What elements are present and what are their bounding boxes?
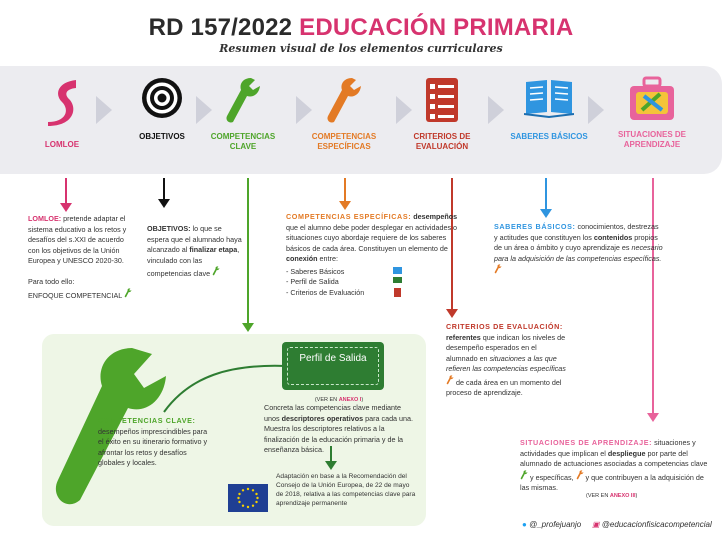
objetivos-description: OBJETIVOS: lo que se espera que el alumnado haya alcanzado al finalizar etapa, vinculado con las competencias clave: [147, 224, 242, 278]
orange-wrench-icon: [324, 76, 364, 126]
target-icon: [140, 76, 184, 120]
arrow-down-icon: [163, 178, 165, 200]
step-label: COMPETENCIAS CLAVE: [210, 132, 276, 151]
checklist-icon: [394, 288, 401, 297]
perfil-de-salida-ticket: [282, 342, 384, 390]
page-title: RD 157/2022 EDUCACIÓN PRIMARIA: [148, 14, 574, 41]
list-item: - Perfil de Salida: [286, 277, 460, 288]
list-item: - Saberes Básicos: [286, 267, 460, 278]
twitter-icon: ●: [522, 520, 527, 529]
chevron-icon: [488, 96, 504, 124]
book-icon: [393, 267, 402, 274]
arrow-down-icon: [65, 178, 67, 204]
orange-wrench-icon: [494, 264, 502, 274]
green-wrench-icon: [212, 266, 220, 276]
checklist-icon: [424, 76, 460, 124]
step-objetivos: [118, 76, 206, 142]
step-label: LOMLOE: [44, 140, 80, 149]
step-competencias-especificas: [300, 76, 388, 152]
especificas-description: COMPETENCIAS ESPECÍFICAS: desempeños que el alumno debe poder desplegar en actividades o situaciones cuyo abordaje requiere de los saberes básicos de cada área. Constituyen un elemento de conexión entre: - Saberes Básicos - Perfil de Salida - Criterios de Evaluación: [286, 212, 460, 298]
step-label: COMPETENCIAS ESPECÍFICAS: [311, 132, 377, 151]
step-competencias-clave: [200, 76, 286, 152]
ticket-icon: [393, 277, 402, 283]
step-label: OBJETIVOS: [139, 132, 185, 141]
lomloe-description: LOMLOE: pretende adaptar el sistema educativo a los retos y desafíos del s.XXI de acuerdo con los objetivos de la Unión Europea y UNESCO 2020-30. Para todo ello: ENFOQUE COMPETENCIAL: [28, 214, 136, 301]
anexo-iii-link[interactable]: (VER EN ANEXO III): [586, 493, 638, 499]
step-lomloe: [18, 76, 106, 150]
arrow-down-icon: [652, 178, 654, 414]
arrow-down-icon: [247, 178, 249, 324]
twitter-handle[interactable]: ● @_profejuanjo: [522, 520, 582, 529]
step-situaciones-aprendizaje: [608, 76, 696, 150]
lomloe-logo-icon: [40, 76, 84, 126]
perfil-description: Concreta las competencias clave mediante unos descriptores operativos para cada una. Muestra los descriptores relativos a la finalización de la educación primaria y de la enseñanza básica.: [264, 403, 414, 454]
arrow-down-icon: [545, 178, 547, 210]
page-subtitle: Resumen visual de los elementos curriculares: [219, 42, 503, 55]
arrow-down-icon: [330, 446, 332, 462]
open-book-icon: [524, 76, 574, 118]
green-wrench-icon: [223, 76, 263, 126]
eu-recommendation-text: Adaptación en base a la Recomendación del Consejo de la Unión Europea, de 22 de mayo de 2018, relativa a las competencias clave para aprendizaje permanente: [276, 473, 416, 507]
step-label: CRITERIOS DE EVALUACIÓN: [413, 132, 471, 151]
instagram-handle[interactable]: ▣ @educacionfisicacompetencial: [592, 520, 712, 529]
orange-wrench-icon: [576, 470, 584, 480]
step-label: SITUACIONES DE APRENDIZAJE: [617, 130, 686, 149]
situaciones-description: SITUACIONES DE APRENDIZAJE: situaciones y actividades que implican el despliegue por parte del alumnado de actuaciones asociadas a competencias clave y específicas, y que contribuyen a la adquisición de las mismas.: [520, 438, 708, 492]
criterios-description: CRITERIOS DE EVALUACIÓN: referentes que indican los niveles de desempeño esperados en el alumnado en situaciones a las que refieren las competencias específicas de cada área en un momento del proceso de aprendizaje.: [446, 322, 566, 397]
step-criterios-evaluacion: [400, 76, 484, 152]
anexo-link[interactable]: (VER EN ANEXO I): [314, 397, 364, 403]
clave-description: COMPETENCIAS CLAVE: desempeños imprescindibles para el éxito en su itinerario formativo y afrontar los retos y desafíos globales y locales.: [98, 416, 208, 467]
instagram-icon: ▣: [592, 520, 600, 529]
list-item: - Criterios de Evaluación: [286, 288, 460, 299]
arrow-down-icon: [344, 178, 346, 202]
eu-flag-icon: [228, 484, 268, 512]
green-wrench-icon: [124, 288, 132, 298]
step-saberes-basicos: [505, 76, 593, 142]
toolbox-icon: [628, 76, 676, 122]
orange-wrench-icon: [446, 375, 454, 385]
ticket-label: Perfil de Salida: [299, 353, 367, 364]
step-label: SABERES BÁSICOS: [510, 132, 588, 141]
green-wrench-icon: [520, 470, 528, 480]
saberes-description: SABERES BÁSICOS: conocimientos, destrezas y actitudes que constituyen los contenidos propios de un área o ámbito y cuyo aprendizaje es necesario para la adquisición de las competencias específicas.: [494, 222, 664, 278]
